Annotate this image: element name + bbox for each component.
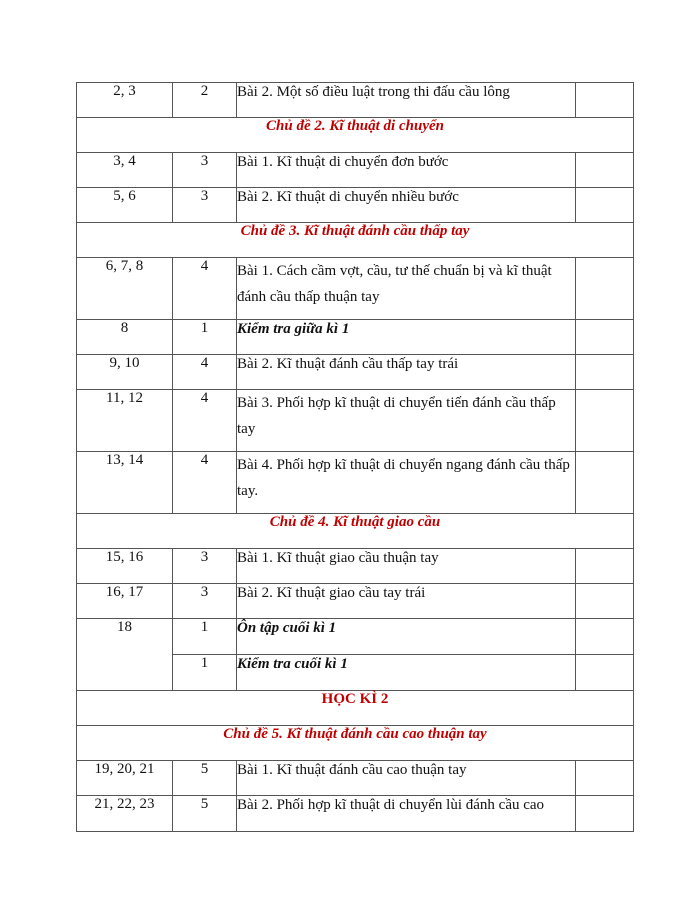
note-cell xyxy=(576,153,634,188)
lesson-cell: Bài 2. Kĩ thuật giao cầu tay trái xyxy=(237,584,576,619)
note-cell xyxy=(576,619,634,655)
note-cell xyxy=(576,258,634,320)
periods-cell: 4 xyxy=(173,390,237,452)
table-row xyxy=(77,452,634,514)
lesson-cell: Bài 4. Phối hợp kĩ thuật di chuyển ngang đánh cầu thấp tay. xyxy=(237,452,576,514)
table-row xyxy=(77,390,634,452)
periods-cell: 5 xyxy=(173,761,237,796)
lesson-cell: Kiểm tra cuối kì 1 xyxy=(237,655,576,691)
table-row xyxy=(77,619,634,655)
week-cell: 13, 14 xyxy=(77,452,173,514)
periods-cell: 1 xyxy=(173,619,237,655)
note-cell xyxy=(576,452,634,514)
week-cell: 3, 4 xyxy=(77,153,173,188)
table-row xyxy=(77,83,634,118)
topic-row xyxy=(77,726,634,761)
term-row xyxy=(77,691,634,726)
periods-cell: 3 xyxy=(173,153,237,188)
lesson-cell: Bài 1. Cách cầm vợt, cầu, tư thế chuẩn bị và kĩ thuật đánh cầu thấp thuận tay xyxy=(237,258,576,320)
lesson-cell: Bài 2. Kĩ thuật di chuyển nhiều bước xyxy=(237,188,576,223)
lesson-cell: Bài 3. Phối hợp kĩ thuật di chuyển tiến đánh cầu thấp tay xyxy=(237,390,576,452)
lesson-cell: Bài 1. Kĩ thuật đánh cầu cao thuận tay xyxy=(237,761,576,796)
week-cell: 9, 10 xyxy=(77,355,173,390)
periods-cell: 1 xyxy=(173,655,237,691)
topic-row xyxy=(77,118,634,153)
table-row xyxy=(77,258,634,320)
lesson-cell: Bài 2. Một số điều luật trong thi đấu cầu lông xyxy=(237,83,576,118)
week-cell: 18 xyxy=(77,619,173,691)
periods-cell: 2 xyxy=(173,83,237,118)
periods-cell: 3 xyxy=(173,549,237,584)
lesson-cell: Bài 1. Kĩ thuật di chuyển đơn bước xyxy=(237,153,576,188)
lesson-cell: Ôn tập cuối kì 1 xyxy=(237,619,576,655)
note-cell xyxy=(576,549,634,584)
note-cell xyxy=(576,761,634,796)
lesson-cell: Bài 2. Phối hợp kĩ thuật di chuyển lùi đánh cầu cao xyxy=(237,796,576,832)
topic-heading xyxy=(77,118,634,153)
week-cell: 6, 7, 8 xyxy=(77,258,173,320)
topic-heading: Chủ đề 4. Kĩ thuật giao cầu xyxy=(77,514,634,549)
table-row xyxy=(77,355,634,390)
periods-cell: 3 xyxy=(173,188,237,223)
note-cell xyxy=(576,390,634,452)
table-row xyxy=(77,153,634,188)
term-heading: HỌC KÌ 2 xyxy=(77,691,634,726)
topic-row xyxy=(77,514,634,549)
topic-heading: Chủ đề 5. Kĩ thuật đánh cầu cao thuận tay xyxy=(77,726,634,761)
lesson-plan-table xyxy=(76,82,634,832)
topic-title: Chủ đề 2. Kĩ thuật di chuyển xyxy=(266,118,444,134)
lesson-cell: Kiểm tra giữa kì 1 xyxy=(237,320,576,355)
note-cell xyxy=(576,655,634,691)
week-cell: 11, 12 xyxy=(77,390,173,452)
week-cell: 8 xyxy=(77,320,173,355)
note-cell xyxy=(576,796,634,832)
periods-cell: 1 xyxy=(173,320,237,355)
table-row xyxy=(77,549,634,584)
note-cell xyxy=(576,188,634,223)
table-row xyxy=(77,188,634,223)
table-row xyxy=(77,761,634,796)
week-cell: 2, 3 xyxy=(77,83,173,118)
note-cell xyxy=(576,83,634,118)
topic-heading: Chủ đề 3. Kĩ thuật đánh cầu thấp tay xyxy=(77,223,634,258)
week-cell: 15, 16 xyxy=(77,549,173,584)
week-cell: 5, 6 xyxy=(77,188,173,223)
periods-cell: 4 xyxy=(173,258,237,320)
periods-cell: 4 xyxy=(173,355,237,390)
lesson-cell: Bài 2. Kĩ thuật đánh cầu thấp tay trái xyxy=(237,355,576,390)
week-cell: 19, 20, 21 xyxy=(77,761,173,796)
table-row xyxy=(77,584,634,619)
table-row xyxy=(77,320,634,355)
periods-cell: 5 xyxy=(173,796,237,832)
lesson-cell: Bài 1. Kĩ thuật giao cầu thuận tay xyxy=(237,549,576,584)
table-row xyxy=(77,796,634,832)
week-cell: 16, 17 xyxy=(77,584,173,619)
note-cell xyxy=(576,584,634,619)
periods-cell: 3 xyxy=(173,584,237,619)
note-cell xyxy=(576,320,634,355)
periods-cell: 4 xyxy=(173,452,237,514)
week-cell: 21, 22, 23 xyxy=(77,796,173,832)
topic-row xyxy=(77,223,634,258)
note-cell xyxy=(576,355,634,390)
